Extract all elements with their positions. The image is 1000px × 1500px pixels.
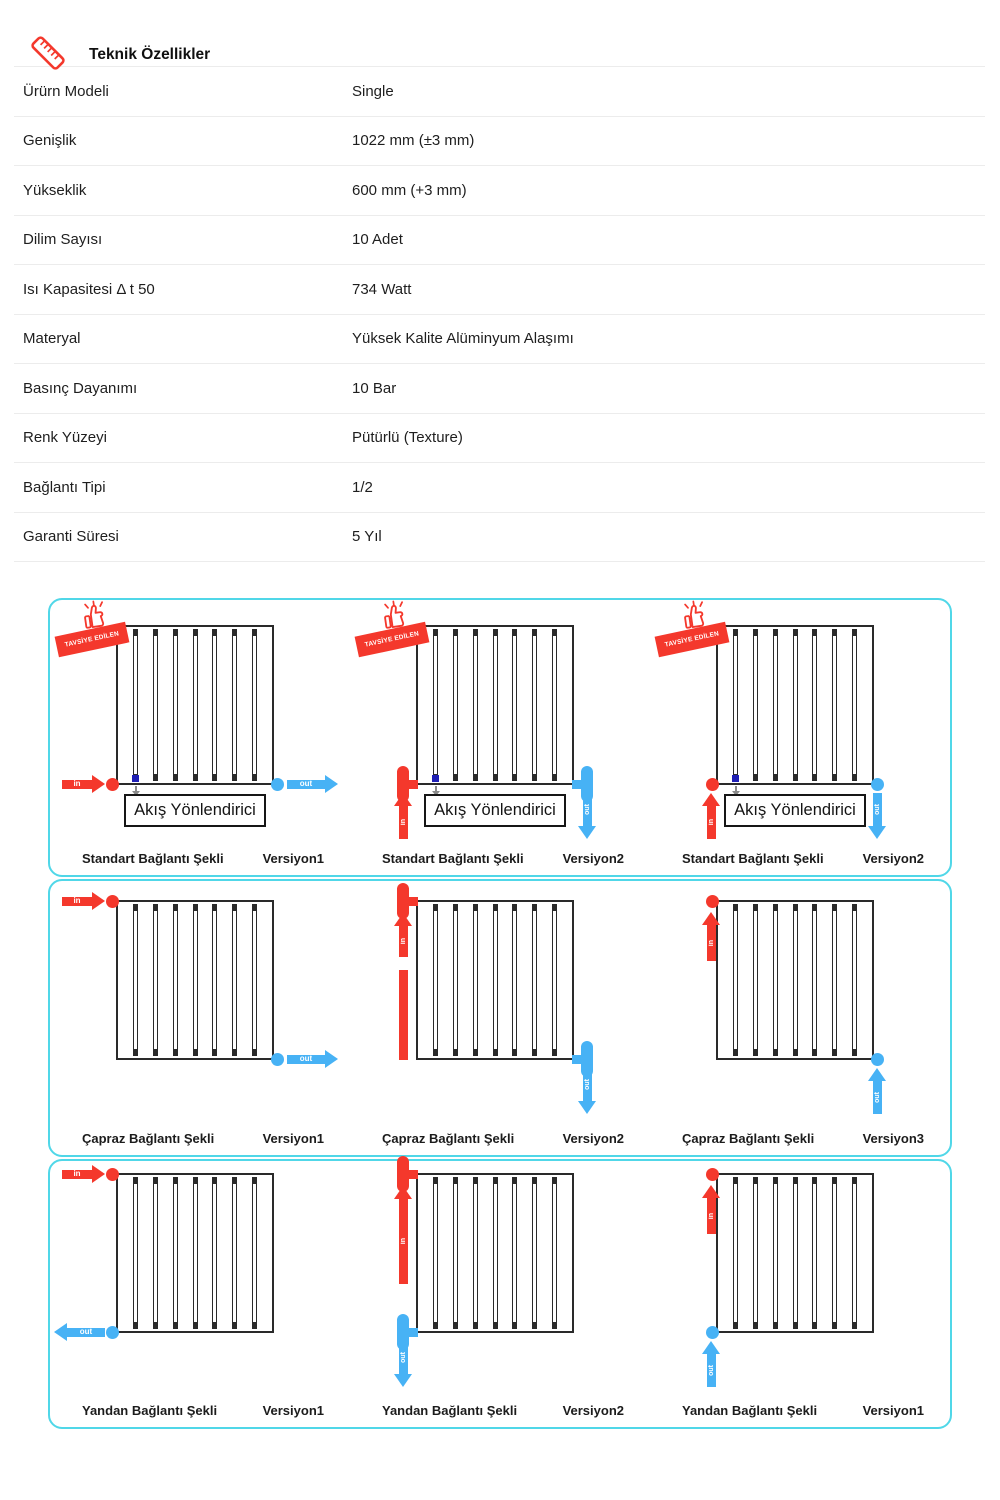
diagram-caption: Çapraz Bağlantı Şekli xyxy=(682,1131,815,1146)
diagram-section xyxy=(48,598,952,877)
outlet-arrow xyxy=(873,793,882,826)
radiator-slat xyxy=(773,904,778,1056)
inlet-arrow-head xyxy=(394,793,412,806)
radiator-slat xyxy=(832,1177,837,1329)
inlet-arrow-head xyxy=(394,913,412,926)
inlet-arrow xyxy=(707,806,716,839)
diagram-caption: Çapraz Bağlantı Şekli xyxy=(382,1131,515,1146)
radiator-slat xyxy=(532,904,537,1056)
flow-director-marker xyxy=(732,775,739,782)
radiator-slat xyxy=(773,1177,778,1329)
radiator-diagram xyxy=(650,1161,950,1427)
outlet-arrow-head xyxy=(868,826,886,839)
outlet-arrow xyxy=(873,1081,882,1114)
spec-label: Dilim Sayısı xyxy=(23,231,103,249)
flow-director-box: Akış Yönlendirici xyxy=(724,794,866,827)
version-label: Versiyon2 xyxy=(562,1131,624,1146)
outlet-arrow xyxy=(67,1328,105,1337)
radiator-diagram xyxy=(50,600,350,875)
radiator-body xyxy=(416,1173,574,1333)
inlet-port-dot xyxy=(706,778,719,791)
diagram-caption: Yandan Bağlantı Şekli xyxy=(82,1403,218,1418)
outlet-port-dot xyxy=(106,1326,119,1339)
inlet-port-dot xyxy=(106,895,119,908)
spec-label: Renk Yüzeyi xyxy=(23,429,107,447)
outlet-port-dot xyxy=(706,1326,719,1339)
radiator-slat xyxy=(793,629,798,781)
recommended-ribbon xyxy=(654,602,766,668)
radiator-slat xyxy=(733,1177,738,1329)
outlet-arrow-head xyxy=(868,1068,886,1081)
version-label: Versiyon2 xyxy=(562,1403,624,1418)
outlet-arrow-label: out xyxy=(79,1327,93,1336)
radiator-body xyxy=(416,900,574,1060)
radiator-body xyxy=(716,1173,874,1333)
outlet-arrow xyxy=(399,1341,408,1374)
spec-label: Yükseklik xyxy=(23,181,87,199)
outlet-arrow-label: out xyxy=(584,1079,591,1090)
radiator-slat xyxy=(773,629,778,781)
diagram-caption: Yandan Bağlantı Şekli xyxy=(682,1403,818,1418)
outlet-arrow-head xyxy=(394,1374,412,1387)
radiator-slat xyxy=(753,904,758,1056)
radiator-slat xyxy=(852,629,857,781)
recommended-ribbon xyxy=(54,602,166,668)
spec-label: Bağlantı Tipi xyxy=(23,478,106,496)
spec-row xyxy=(14,166,985,216)
radiator-slat xyxy=(212,629,217,781)
spec-row xyxy=(14,364,985,414)
recommended-ribbon-label: TAVSİYE EDİLEN xyxy=(355,622,430,658)
outlet-port-dot xyxy=(271,778,284,791)
inlet-arrow-label: in xyxy=(73,1169,81,1178)
radiator-slat xyxy=(532,1177,537,1329)
flow-director-marker xyxy=(132,775,139,782)
outlet-arrow-label: out xyxy=(299,779,313,788)
diagram-caption: Çapraz Bağlantı Şekli xyxy=(82,1131,215,1146)
radiator-slat xyxy=(552,904,557,1056)
spec-label: Garanti Süresi xyxy=(23,528,119,546)
radiator-slat xyxy=(812,1177,817,1329)
radiator-slat xyxy=(552,1177,557,1329)
radiator-slat xyxy=(232,1177,237,1329)
radiator-body xyxy=(716,900,874,1060)
inlet-arrow-label: in xyxy=(400,938,407,945)
radiator-slat xyxy=(793,1177,798,1329)
diagram-caption-row xyxy=(650,1131,950,1146)
radiator-slat xyxy=(532,629,537,781)
radiator-diagram xyxy=(50,1161,350,1427)
outlet-arrow xyxy=(583,793,592,826)
outlet-arrow-head xyxy=(578,826,596,839)
radiator-slat xyxy=(552,629,557,781)
radiator-slat xyxy=(832,904,837,1056)
spec-value: Pütürlü (Texture) xyxy=(352,429,463,447)
inlet-arrow-label: in xyxy=(708,939,715,947)
diagram-caption-row xyxy=(350,851,650,866)
radiator-body xyxy=(116,900,274,1060)
spec-label: Genişlik xyxy=(23,132,77,150)
inlet-arrow-head xyxy=(92,1165,105,1183)
radiator-slat xyxy=(453,904,458,1056)
spec-row xyxy=(14,315,985,365)
ruler-icon xyxy=(26,31,70,75)
inlet-port-dot xyxy=(706,895,719,908)
version-label: Versiyon1 xyxy=(862,1403,924,1418)
outlet-arrow-head xyxy=(54,1323,67,1341)
spec-label: Materyal xyxy=(23,330,81,348)
outlet-arrow-label: out xyxy=(708,1365,715,1376)
radiator-slat xyxy=(812,904,817,1056)
diagram-caption-row xyxy=(50,1403,350,1418)
inlet-arrow xyxy=(62,1170,92,1179)
diagram-caption-row xyxy=(350,1131,650,1146)
outlet-port-dot xyxy=(871,1053,884,1066)
radiator-diagram xyxy=(650,881,950,1155)
spec-value: 5 Yıl xyxy=(352,528,382,546)
radiator-slat xyxy=(252,904,257,1056)
spec-label: Basınç Dayanımı xyxy=(23,379,138,397)
radiator-slat xyxy=(193,904,198,1056)
outlet-port-dot xyxy=(271,1053,284,1066)
radiator-slat xyxy=(212,1177,217,1329)
inlet-arrow xyxy=(707,925,716,961)
radiator-slat xyxy=(733,904,738,1056)
version-label: Versiyon1 xyxy=(262,1403,324,1418)
inlet-arrow-head xyxy=(702,1185,720,1198)
diagram-caption: Standart Bağlantı Şekli xyxy=(82,851,224,866)
flow-director-box: Akış Yönlendirici xyxy=(424,794,566,827)
spec-row xyxy=(14,414,985,464)
diagram-caption: Standart Bağlantı Şekli xyxy=(682,851,824,866)
inlet-arrow-head xyxy=(702,793,720,806)
outlet-arrow xyxy=(287,780,325,789)
radiator-slat xyxy=(453,1177,458,1329)
radiator-diagram xyxy=(50,881,350,1155)
spec-row xyxy=(14,513,985,563)
version-label: Versiyon1 xyxy=(262,851,324,866)
flow-director-marker xyxy=(432,775,439,782)
inlet-arrow-label: in xyxy=(400,1238,407,1245)
radiator-slat xyxy=(153,1177,158,1329)
outlet-arrow-head xyxy=(702,1341,720,1354)
outlet-arrow xyxy=(287,1055,325,1064)
inlet-arrow xyxy=(399,806,408,839)
radiator-slat xyxy=(473,904,478,1056)
radiator-diagram xyxy=(350,1161,650,1427)
flow-director-box: Akış Yönlendirici xyxy=(124,794,266,827)
inlet-arrow-label: in xyxy=(708,1212,715,1220)
outlet-arrow-head xyxy=(325,1050,338,1068)
spec-value: Yüksek Kalite Alüminyum Alaşımı xyxy=(352,330,574,348)
outlet-arrow xyxy=(707,1354,716,1387)
diagram-section xyxy=(48,1159,952,1429)
radiator-slat xyxy=(173,904,178,1056)
inlet-arrow-head xyxy=(92,775,105,793)
outlet-arrow-label: out xyxy=(874,1092,881,1103)
inlet-arrow-label: in xyxy=(400,819,407,826)
version-label: Versiyon2 xyxy=(562,851,624,866)
outlet-arrow-label: out xyxy=(584,804,591,815)
inlet-arrow-head xyxy=(394,1186,412,1199)
version-label: Versiyon2 xyxy=(862,851,924,866)
radiator-slat xyxy=(493,1177,498,1329)
radiator-slat xyxy=(133,1177,138,1329)
outlet-arrow-head xyxy=(578,1101,596,1114)
radiator-slat xyxy=(473,629,478,781)
inlet-arrow xyxy=(62,897,92,906)
radiator-slat xyxy=(493,904,498,1056)
outlet-port-dot xyxy=(871,778,884,791)
diagram-caption-row xyxy=(50,851,350,866)
radiator-slat xyxy=(493,629,498,781)
radiator-slat xyxy=(852,904,857,1056)
radiator-slat xyxy=(753,1177,758,1329)
radiator-slat xyxy=(433,904,438,1056)
radiator-slat xyxy=(193,629,198,781)
radiator-slat xyxy=(252,1177,257,1329)
radiator-body xyxy=(116,1173,274,1333)
radiator-slat xyxy=(153,904,158,1056)
radiator-slat xyxy=(252,629,257,781)
spec-value: 734 Watt xyxy=(352,280,412,298)
inlet-arrow-head xyxy=(702,912,720,925)
spec-table xyxy=(14,66,985,562)
page-header xyxy=(0,0,1000,63)
inlet-arrow-label: in xyxy=(73,779,81,788)
spec-value: 600 mm (+3 mm) xyxy=(352,181,467,199)
diagram-caption-row xyxy=(50,1131,350,1146)
inlet-arrow-label: in xyxy=(708,819,715,826)
radiator-slat xyxy=(193,1177,198,1329)
recommended-ribbon-label: TAVSİYE EDİLEN xyxy=(55,622,130,658)
radiator-slat xyxy=(433,1177,438,1329)
radiator-slat xyxy=(812,629,817,781)
inlet-arrow xyxy=(399,926,408,957)
recommended-ribbon xyxy=(354,602,466,668)
diagram-caption-row xyxy=(350,1403,650,1418)
spec-value: 1022 mm (±3 mm) xyxy=(352,132,475,150)
radiator-slat xyxy=(852,1177,857,1329)
diagram-caption-row xyxy=(650,851,950,866)
spec-row xyxy=(14,67,985,117)
radiator-slat xyxy=(832,629,837,781)
outlet-arrow-label: out xyxy=(874,804,881,815)
radiator-slat xyxy=(232,629,237,781)
radiator-slat xyxy=(232,904,237,1056)
radiator-slat xyxy=(473,1177,478,1329)
diagram-caption: Standart Bağlantı Şekli xyxy=(382,851,524,866)
radiator-slat xyxy=(133,904,138,1056)
spec-row xyxy=(14,117,985,167)
spec-row xyxy=(14,265,985,315)
radiator-slat xyxy=(512,629,517,781)
page-title: Teknik Özellikler xyxy=(89,46,211,63)
inlet-arrow-head xyxy=(92,892,105,910)
radiator-diagram xyxy=(650,600,950,875)
outlet-arrow-label: out xyxy=(400,1352,407,1363)
inlet-port-dot xyxy=(106,1168,119,1181)
inlet-arrow-tail xyxy=(399,970,408,1060)
recommended-ribbon-label: TAVSİYE EDİLEN xyxy=(655,622,730,658)
diagram-caption: Yandan Bağlantı Şekli xyxy=(382,1403,518,1418)
spec-value: 10 Adet xyxy=(352,231,403,249)
spec-value: 10 Bar xyxy=(352,379,397,397)
radiator-slat xyxy=(173,1177,178,1329)
radiator-slat xyxy=(512,1177,517,1329)
radiator-diagram xyxy=(350,881,650,1155)
inlet-arrow xyxy=(62,780,92,789)
spec-value: 1/2 xyxy=(352,478,373,496)
diagram-section xyxy=(48,879,952,1157)
radiator-slat xyxy=(212,904,217,1056)
outlet-arrow xyxy=(583,1068,592,1101)
inlet-port-dot xyxy=(106,778,119,791)
version-label: Versiyon3 xyxy=(862,1131,924,1146)
radiator-slat xyxy=(512,904,517,1056)
inlet-arrow-label: in xyxy=(73,896,81,905)
connection-diagrams xyxy=(48,598,952,1429)
radiator-slat xyxy=(793,904,798,1056)
radiator-diagram xyxy=(350,600,650,875)
spec-value: Single xyxy=(352,82,394,100)
spec-label: Isı Kapasitesi Δ t 50 xyxy=(23,280,155,298)
outlet-arrow-label: out xyxy=(299,1054,313,1063)
outlet-arrow-head xyxy=(325,775,338,793)
inlet-arrow xyxy=(399,1199,408,1284)
inlet-arrow xyxy=(707,1198,716,1234)
inlet-port-dot xyxy=(706,1168,719,1181)
spec-label: Ürürn Modeli xyxy=(23,82,109,100)
radiator-slat xyxy=(173,629,178,781)
spec-row xyxy=(14,463,985,513)
diagram-caption-row xyxy=(650,1403,950,1418)
spec-row xyxy=(14,216,985,266)
version-label: Versiyon1 xyxy=(262,1131,324,1146)
